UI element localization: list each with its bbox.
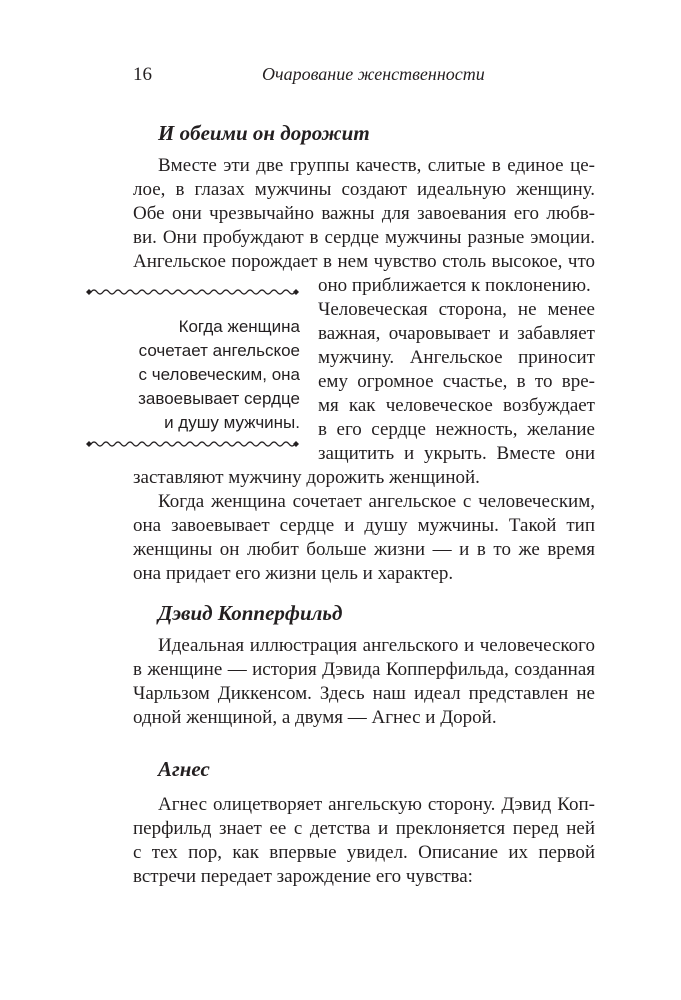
section-heading: Дэвид Копперфильд <box>158 601 343 625</box>
pull-quote-line: сочетает ангельское <box>138 341 300 360</box>
body-line: ему огромное счастье, в то вре- <box>318 371 595 392</box>
body-line: с тех пор, как впервые увидел. Описание их первой <box>133 842 595 863</box>
running-title: Очарование женственности <box>262 64 485 84</box>
body-line: в женщине — история Дэвида Копперфильда, созданная <box>133 659 595 680</box>
ornamental-rule-top <box>85 287 300 297</box>
body-line: ви. Они пробуждают в сердце мужчины разные эмоции. <box>133 227 595 248</box>
body-line: Обе они чрезвычайно важны для завоевания его любв- <box>133 203 595 224</box>
body-line: в его сердце нежность, желание <box>318 419 595 440</box>
body-line: она придает его жизни цель и характер. <box>133 563 454 584</box>
section-heading: Агнес <box>158 757 210 781</box>
body-line: перфильд знает ее с детства и преклоняется перед ней <box>133 818 595 839</box>
body-line: Когда женщина сочетает ангельское с человеческим, <box>158 491 595 512</box>
body-line: важная, очаровывает и забавляет <box>318 323 595 344</box>
body-line: мя как человеческое возбуждает <box>318 395 595 416</box>
pull-quote-line: и душу мужчины. <box>164 413 300 432</box>
pull-quote-line: с человеческим, она <box>138 365 300 384</box>
body-line: встречи передает зарождение его чувства: <box>133 866 473 887</box>
body-line: Агнес олицетворяет ангельскую сторону. Дэвид Коп- <box>158 794 595 815</box>
pull-quote-line: завоевывает сердце <box>138 389 300 408</box>
body-line: она завоевывает сердце и душу мужчины. Такой тип <box>133 515 595 536</box>
body-line: Человеческая сторона, не менее <box>318 299 595 320</box>
body-line: мужчину. Ангельское приносит <box>318 347 595 368</box>
body-line: женщины он любит больше жизни — и в то же время <box>133 539 595 560</box>
ornamental-rule-bottom <box>85 439 300 449</box>
pull-quote <box>85 287 300 449</box>
body-line: одной женщиной, а двумя — Агнес и Дорой. <box>133 707 497 728</box>
section-heading: И обеими он дорожит <box>158 121 370 145</box>
page-number: 16 <box>133 64 152 85</box>
body-line: Идеальная иллюстрация ангельского и человеческого <box>158 635 595 656</box>
body-line: лое, в глазах мужчины создают идеальную женщину. <box>133 179 595 200</box>
body-line: Чарльзом Диккенсом. Здесь наш идеал представлен не <box>133 683 595 704</box>
pull-quote-line: Когда женщина <box>178 317 300 336</box>
body-line: заставляют мужчину дорожить женщиной. <box>133 467 480 488</box>
body-line: защитить и укрыть. Вместе они <box>318 443 595 464</box>
body-line: оно приближается к поклонению. <box>318 275 591 296</box>
body-line: Вместе эти две группы качеств, слитые в единое це- <box>158 155 595 176</box>
body-line: Ангельское порождает в нем чувство столь высокое, что <box>133 251 595 272</box>
